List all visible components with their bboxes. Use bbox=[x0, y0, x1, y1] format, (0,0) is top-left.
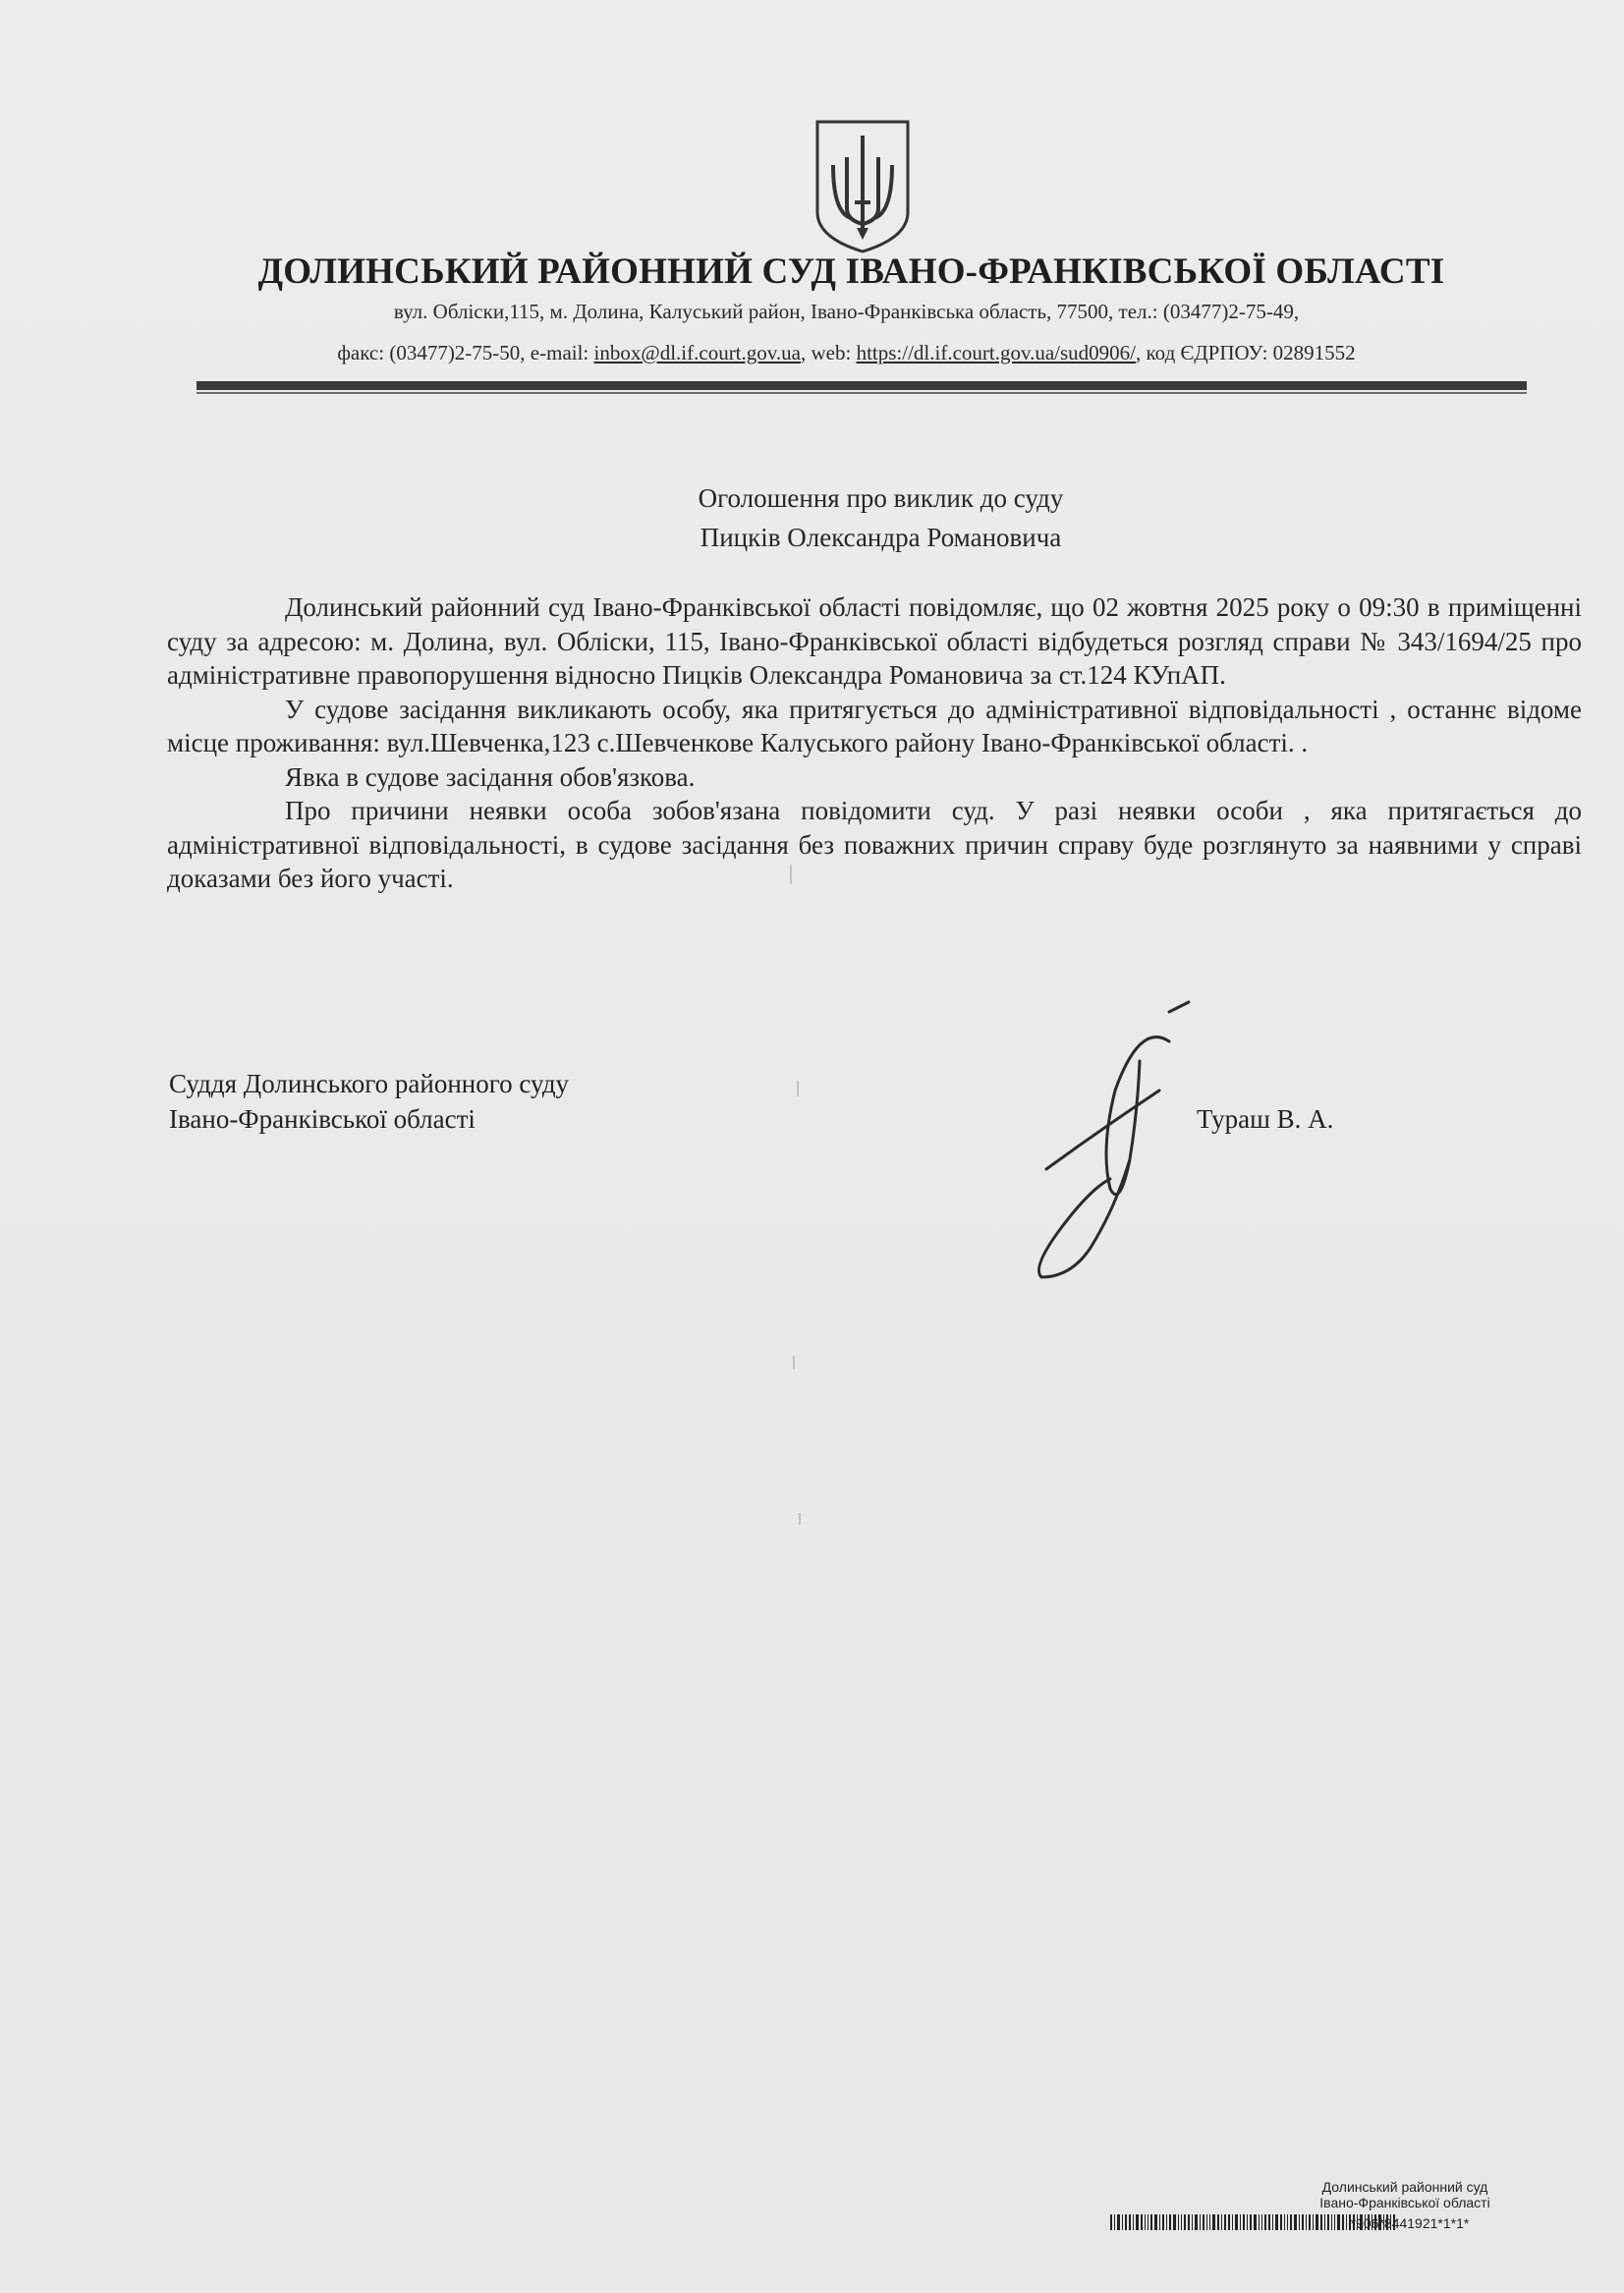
barcode-bar bbox=[1133, 2214, 1134, 2230]
barcode-bar bbox=[1309, 2214, 1311, 2230]
stamp-region-line: Івано-Франківської області bbox=[1319, 2195, 1490, 2210]
barcode-bar bbox=[1259, 2214, 1260, 2230]
notice-person: Пицків Олександра Романовича bbox=[700, 523, 1062, 552]
judge-title-line1: Суддя Долинського районного суду bbox=[169, 1069, 570, 1098]
barcode-bar bbox=[1299, 2214, 1300, 2230]
web-link[interactable]: https://dl.if.court.gov.ua/sud0906/ bbox=[856, 341, 1137, 364]
paragraph-hearing: Долинський районний суд Івано-Франківської області повідомляє, що 02 жовтня 2025 року о 09:30 в приміщенні суду за адресою: м. Долина, вул. Обліски, 115, Івано-Франківської області відбудеться розгляд справи № 343/1694/25 про адміністративне правопорушення відносно Пицків Олександра Романовича за ст.124 КУпАП. bbox=[167, 592, 1582, 690]
barcode-bar bbox=[1117, 2214, 1120, 2230]
barcode-bar bbox=[1184, 2214, 1186, 2230]
barcode-bar bbox=[1313, 2214, 1314, 2230]
barcode-bar bbox=[1243, 2214, 1245, 2230]
barcode-bar bbox=[1250, 2214, 1252, 2230]
barcode-bar bbox=[1192, 2214, 1193, 2230]
barcode-bar bbox=[1302, 2214, 1304, 2230]
barcode-bar bbox=[1294, 2214, 1297, 2230]
barcode-bar bbox=[1129, 2214, 1131, 2230]
barcode-bar bbox=[1240, 2214, 1241, 2230]
barcode-bar bbox=[1316, 2214, 1318, 2230]
barcode-bar bbox=[1188, 2214, 1190, 2230]
judge-name: Тураш В. А. bbox=[1197, 1104, 1334, 1134]
barcode-bar bbox=[1195, 2214, 1198, 2230]
barcode-bar bbox=[1346, 2214, 1347, 2230]
barcode-bar bbox=[1206, 2214, 1207, 2230]
barcode-bar bbox=[1173, 2214, 1176, 2230]
handwritten-signature bbox=[1022, 982, 1218, 1297]
barcode-bar bbox=[1232, 2214, 1233, 2230]
barcode-bar bbox=[1181, 2214, 1182, 2230]
header-divider-thin bbox=[196, 392, 1527, 394]
notice-body bbox=[167, 590, 1582, 896]
barcode-bar bbox=[1217, 2214, 1219, 2230]
barcode-bar bbox=[1203, 2214, 1204, 2230]
scan-artifacts bbox=[786, 845, 825, 1631]
court-name: ДОЛИНСЬКИЙ РАЙОННИЙ СУД ІВАНО-ФРАНКІВСЬКОЇ ОБЛАСТІ bbox=[257, 252, 1445, 292]
barcode-bar bbox=[1331, 2214, 1332, 2230]
barcode-bar bbox=[1235, 2214, 1238, 2230]
barcode-bar bbox=[1200, 2214, 1201, 2230]
judge-title-line2: Івано-Франківської області bbox=[169, 1104, 476, 1134]
barcode-bar bbox=[1228, 2214, 1230, 2230]
judge-title bbox=[169, 1066, 569, 1137]
registry-stamp bbox=[1110, 2179, 1601, 2230]
stamp-court-line: Долинський районний суд bbox=[1321, 2179, 1488, 2195]
barcode-bar bbox=[1284, 2214, 1285, 2230]
court-contacts bbox=[0, 341, 1624, 365]
paragraph-summons: У судове засідання викликають особу, яка притягується до адміністративної відповідальності , останнє відоме місце проживання: вул.Шевченка,123 с.Шевченкове Калуського району Івано-Франківської області. . bbox=[167, 694, 1582, 757]
notice-title: Оголошення про виклик до суду bbox=[698, 483, 1064, 513]
barcode-bar bbox=[1275, 2214, 1278, 2230]
barcode-bar bbox=[1337, 2214, 1340, 2230]
barcode-bar bbox=[1150, 2214, 1152, 2230]
barcode-bar bbox=[1327, 2214, 1329, 2230]
barcode-bar bbox=[1290, 2214, 1292, 2230]
barcode-bar bbox=[1261, 2214, 1262, 2230]
barcode-bar bbox=[1154, 2214, 1157, 2230]
barcode-bar bbox=[1169, 2214, 1171, 2230]
barcode-bar bbox=[1110, 2214, 1112, 2230]
barcode-bar bbox=[1247, 2214, 1248, 2230]
barcode-bar bbox=[1342, 2214, 1344, 2230]
barcode-bar bbox=[1209, 2214, 1210, 2230]
email-link[interactable]: inbox@dl.if.court.gov.ua bbox=[593, 341, 801, 364]
barcode-bar bbox=[1254, 2214, 1257, 2230]
barcode-bar bbox=[1280, 2214, 1282, 2230]
header-divider bbox=[196, 381, 1527, 390]
barcode-bar bbox=[1272, 2214, 1273, 2230]
paragraph-absence: Про причини неявки особа зобов'язана повідомити суд. У разі неявки особи , яка притягається до адміністративної відповідальності, в судове засідання без поважних причин справу буде розглянуто за наявними у справі доказами без його участі. bbox=[167, 796, 1582, 893]
barcode-bar bbox=[1334, 2214, 1335, 2230]
barcode-bar bbox=[1166, 2214, 1167, 2230]
barcode-bar bbox=[1178, 2214, 1179, 2230]
paragraph-attendance: Явка в судове засідання обов'язкова. bbox=[285, 761, 696, 792]
barcode-bar bbox=[1264, 2214, 1266, 2230]
barcode-bar bbox=[1268, 2214, 1270, 2230]
fax-text: факс: (03477)2-75-50, e-mail: bbox=[337, 341, 594, 364]
barcode-bar bbox=[1324, 2214, 1325, 2230]
barcode-bar bbox=[1114, 2214, 1115, 2230]
barcode-bar bbox=[1122, 2214, 1123, 2230]
coat-of-arms-icon bbox=[812, 118, 914, 255]
court-address: вул. Обліски,115, м. Долина, Калуський район, Івано-Франківська область, 77500, тел.: (03477)2-75-49, bbox=[393, 300, 1300, 323]
barcode-bar bbox=[1224, 2214, 1226, 2230]
barcode-bar bbox=[1162, 2214, 1164, 2230]
barcode-bar bbox=[1320, 2214, 1322, 2230]
barcode-bar bbox=[1125, 2214, 1127, 2230]
barcode-bar bbox=[1145, 2214, 1146, 2230]
barcode-bar bbox=[1306, 2214, 1307, 2230]
barcode-bar bbox=[1136, 2214, 1139, 2230]
edrpou-code: , код ЄДРПОУ: 02891552 bbox=[1136, 341, 1356, 364]
barcode-code: *906*8441921*1*1* bbox=[1350, 2215, 1470, 2231]
barcode-bar bbox=[1141, 2214, 1143, 2230]
barcode-bar bbox=[1212, 2214, 1215, 2230]
barcode-bar bbox=[1159, 2214, 1160, 2230]
barcode-bar bbox=[1221, 2214, 1222, 2230]
web-prefix: , web: bbox=[800, 341, 857, 364]
barcode-bar bbox=[1287, 2214, 1288, 2230]
